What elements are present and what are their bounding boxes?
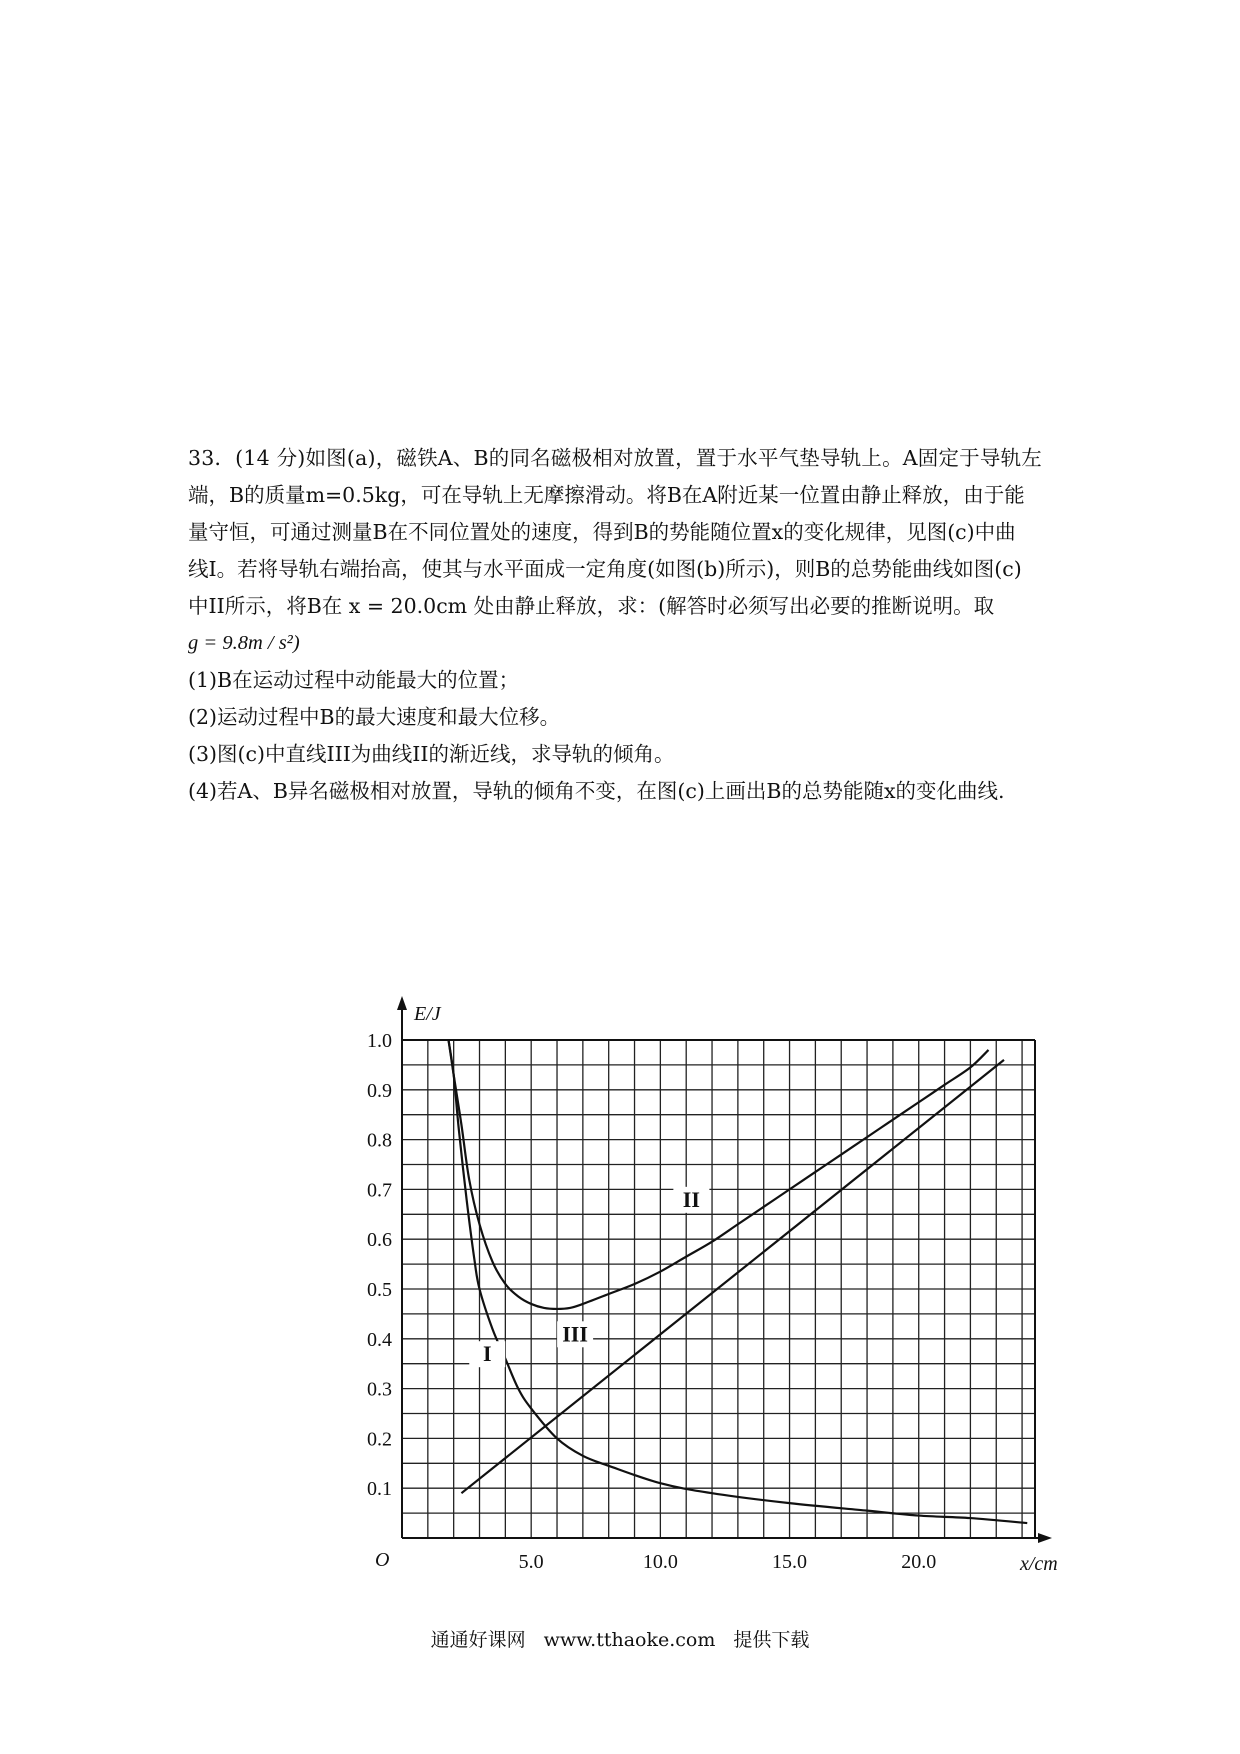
y-tick-label: 0.9 xyxy=(367,1079,392,1102)
footer-url[interactable]: www.tthaoke.com xyxy=(543,1629,716,1651)
series-label-I: I xyxy=(482,1341,492,1367)
footer-site-name: 通通好课网 xyxy=(430,1629,526,1651)
series-label-III: III xyxy=(562,1321,588,1347)
y-axis-label: E/J xyxy=(414,1003,441,1025)
y-tick-label: 0.4 xyxy=(367,1328,392,1351)
series-III-line xyxy=(461,1060,1004,1493)
sub-question-4: (4)若A、B异名磁极相对放置，导轨的倾角不变，在图(c)上画出B的总势能随x的变化曲线. xyxy=(188,779,1005,803)
y-tick-label: 0.2 xyxy=(367,1428,392,1451)
sub-question-1: (1)B在运动过程中动能最大的位置； xyxy=(188,668,520,692)
y-tick-label: 0.5 xyxy=(367,1279,392,1301)
x-tick-label: 20.0 xyxy=(901,1551,937,1573)
sub-question-3: (3)图(c)中直线III为曲线II的渐近线，求导轨的倾角。 xyxy=(188,742,675,766)
y-tick-label: 0.7 xyxy=(367,1179,392,1202)
x-tick-label: 10.0 xyxy=(642,1551,678,1573)
y-tick-label: 0.1 xyxy=(367,1478,392,1501)
y-tick-label: 0.6 xyxy=(367,1229,392,1252)
question-line-4: 线I。若将导轨右端抬高，使其与水平面成一定角度(如图(b)所示)，则B的总势能曲线如图(c) xyxy=(188,557,1022,581)
question-line-6: g = 9.8m / s²) xyxy=(188,632,300,654)
x-axis-label: x/cm xyxy=(1020,1553,1058,1575)
series-label-II: II xyxy=(682,1186,700,1212)
x-tick-label: 15.0 xyxy=(772,1551,808,1573)
question-line-3: 量守恒，可通过测量B在不同位置处的速度，得到B的势能随位置x的变化规律，见图(c)中曲 xyxy=(188,520,1016,544)
question-line-5: 中II所示，将B在 x = 20.0cm 处由静止释放，求：(解答时必须写出必要的推断说明。取 xyxy=(188,594,995,618)
y-tick-label: 1.0 xyxy=(367,1030,392,1052)
question-line-1: 33．(14 分)如图(a)，磁铁A、B的同名磁极相对放置，置于水平气垫导轨上。A固定于导轨左 xyxy=(188,446,1042,470)
y-tick-label: 0.3 xyxy=(367,1378,392,1401)
question-line-2: 端，B的质量m=0.5kg，可在导轨上无摩擦滑动。将B在A附近某一位置由静止释放，由于能 xyxy=(188,483,1025,507)
sub-question-2: (2)运动过程中B的最大速度和最大位移。 xyxy=(188,705,561,729)
x-tick-label: 5.0 xyxy=(518,1551,544,1573)
footer-suffix: 提供下载 xyxy=(733,1629,810,1651)
origin-label: O xyxy=(375,1549,390,1571)
x-axis-arrow xyxy=(1038,1533,1052,1543)
y-tick-label: 0.8 xyxy=(367,1129,392,1152)
series-II-line xyxy=(449,1040,989,1309)
footer xyxy=(0,1625,1240,1652)
y-axis-arrow xyxy=(397,996,407,1010)
